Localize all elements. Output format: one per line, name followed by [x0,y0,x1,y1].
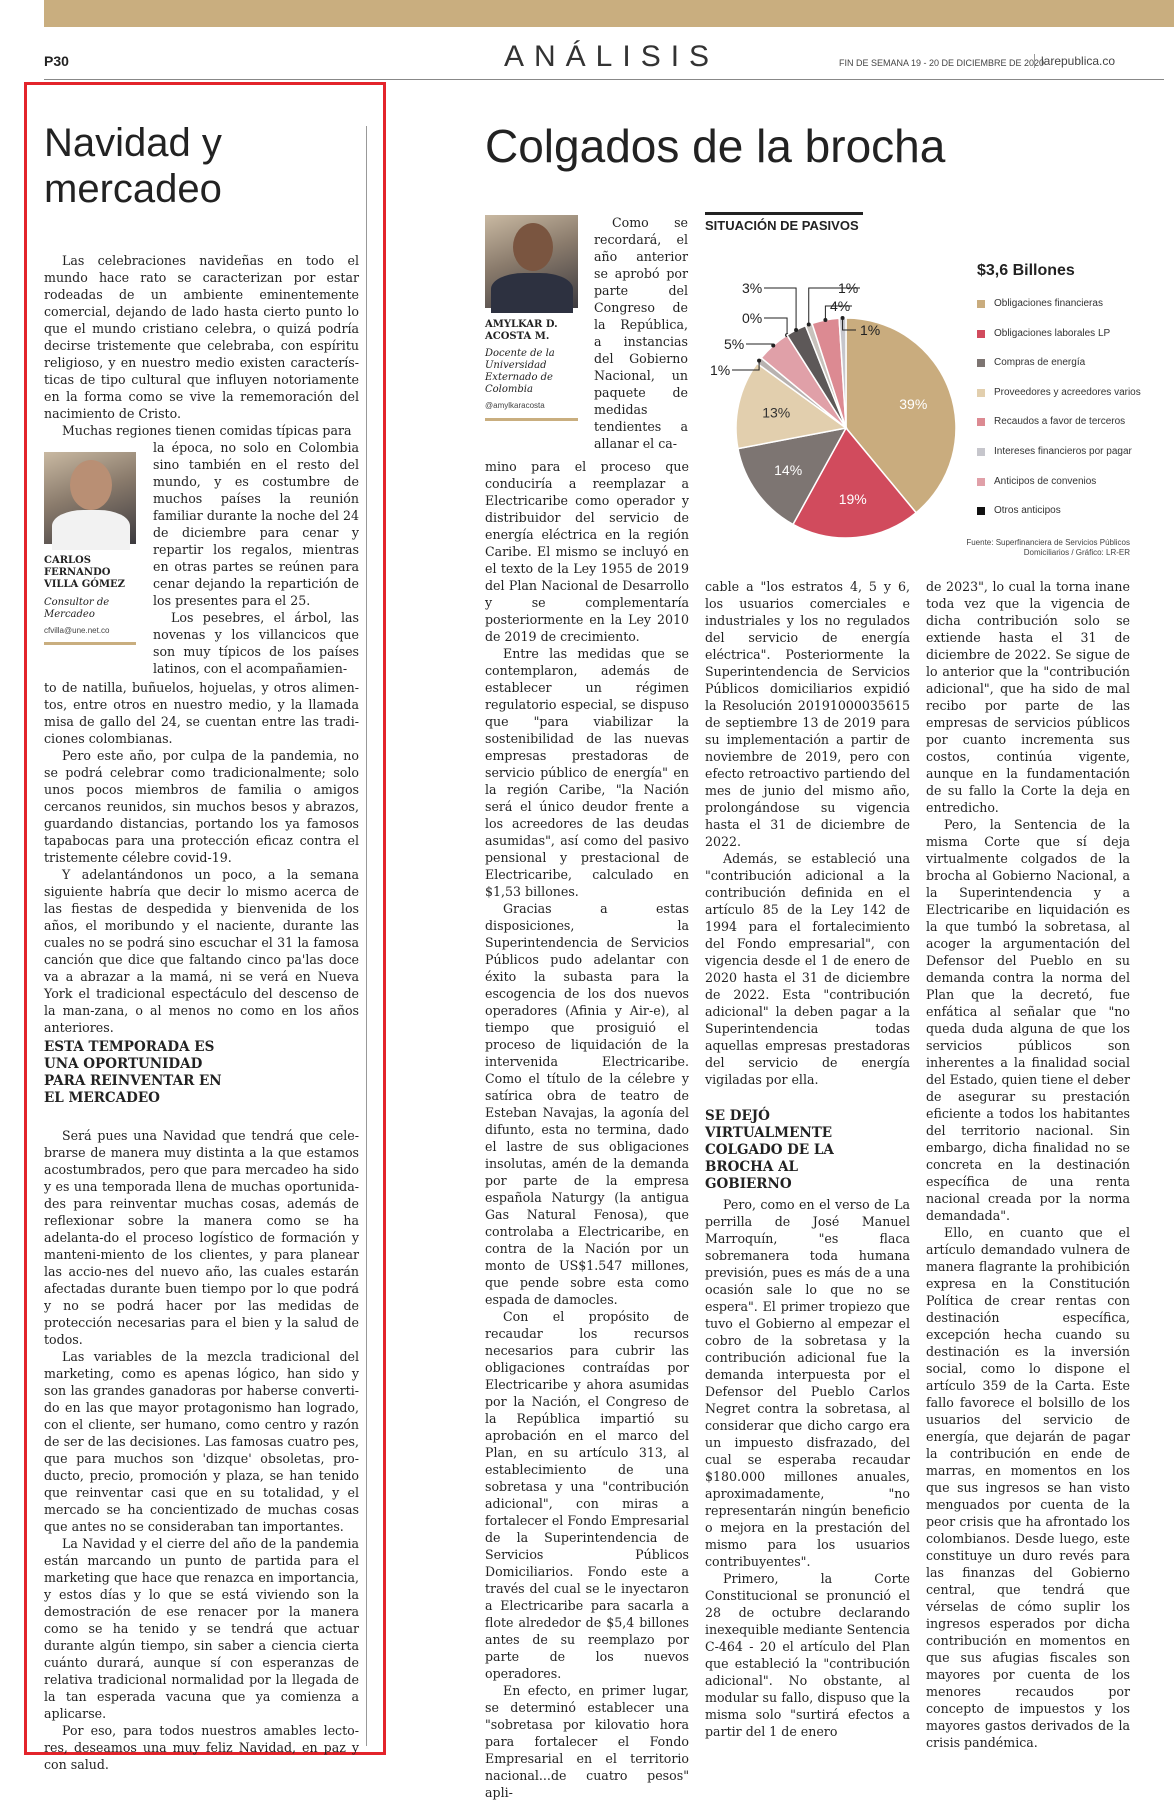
leader-line [764,288,796,330]
legend-item [977,357,1141,387]
legend-label: Otros anticipos [994,505,1061,517]
right-wrap-text [594,214,688,452]
chart-title-rule [705,212,863,215]
paragraph: Pero este año, por culpa de la pandemia, no se podrá celebrar como tradicionalmente; solo unos pocos miembros de familia o amigos cercanos reunidos, sin muchos besos y abrazos, guardando distancias, portando los ya famosos tapabocas para una protección eficaz contra el tristemente célebre covid-19. [44,748,359,865]
leader-line [764,318,787,335]
legend-label: Intereses financieros por pagar [994,445,1132,457]
paragraph: Gracias a estas disposiciones, la Superintendencia de Servicios Públicos pudo adelantar con éxito la subasta para la escogencia de los dos nuevos operadores (Afinia y Air-e), al tiempo que prosiguió el proceso de liquidación de la intervenida Electricaribe. Como el título de la célebre y satírica obra de teatro de Esteban Navajas, la agonía del difunto, esta no termina, dado el lastre de sus obligaciones insolutas, amén de la demanda por parte de la empresa española Naturgy (la antigua Gas Natural Fenosa), que controlaba a Electricaribe, en contra de la Nación por un monto de US$1.547 millones, que pende sobre esta como espada de damocles. [485,901,689,1307]
paragraph: Como se recordará, el año anterior se aprobó por parte del Congreso de la República, a instancias del Gobierno Nacional, un paquete de medidas tendientes a allanar el ca- [594,215,688,451]
slice-label: 0% [742,310,763,326]
legend-swatch [977,448,985,456]
leader-dot [794,328,798,332]
legend-item [977,476,1141,506]
paragraph: to de natilla, buñuelos, hojuelas, y otros alimen-tos, entre otros en nuestro medio, y la llamada misa de gallo del 24, se cuentan entre las tradi-ciones colombianas. [44,680,359,746]
author-role: Consultor de Mercadeo [44,597,110,620]
paragraph: Las variables de la mezcla tradicional del marketing, como es apenas lógico, han sido y son las grandes ganadoras por haberse converti-do en las que mayor protagonismo han logrado, con el cliente, ser humano, como centro y razón de ser de las decisiones. Las famosas cuatro pes, que para muchos son 'dizque' obsoletas, pro-ducto, precio, promoción y plaza, se han tenido que reinventar casi que en su totalidad, y el mercado se ha concientizado de muchas cosas que antes no se consideraban tan importantes. [44,1349,359,1534]
paragraph: Muchas regiones tienen comidas típicas para [62,423,352,438]
legend-label: Recaudos a favor de terceros [994,416,1126,428]
legend-label: Obligaciones financieras [994,298,1103,309]
leader-dot [841,316,845,320]
right-article-title: Colgados de la brocha [485,120,946,172]
right-col-2b [705,1196,910,1740]
leader-dot [757,359,761,363]
slice-label: 39% [899,395,928,412]
pie-chart [700,240,970,560]
right-col-3 [926,578,1130,1751]
page-header [44,35,1164,80]
author-handle[interactable]: @amylkaracosta [485,401,545,410]
author-email[interactable]: cfvilla@une.net.co [44,626,110,635]
left-body-2 [44,1127,359,1773]
leader-dot [807,322,811,326]
right-col-2 [705,578,910,1088]
legend-label: Compras de energía [994,357,1086,369]
leader-dot [823,318,827,322]
slice-label: 14% [774,462,803,479]
top-color-bar [44,0,1174,27]
paragraph: Entre las medidas que se contemplaron, además de establecer un régimen regulatorio especial, se dispuso que "para viabilizar la sostenibilidad de las nuevas empresas prestadoras de servicio público de energía" en la región Caribe, "la Nación será el único deudor frente a los acreedores de las deudas asumidas", así como del pasivo pensional y prestacional de Electricaribe, calculado en $1,53 billones. [485,646,689,899]
right-col-1 [485,458,689,1801]
legend-item [977,446,1141,476]
chart-total: $3,6 Billones [977,262,1075,279]
paragraph: cable a "los estratos 4, 5 y 6, los usuarios comerciales e industriales y los no regulados del servicio de energía eléctrica". Posteriormente la Superintendencia de Servicios Públicos domiciliarios expidió la Resolución 20191000035615 de septiembre 13 de 2019 para su implementación a partir de noviembre de 2019, pero con efecto retroactivo partiendo del mes de junio del mismo año, prolongándose su vigencia hasta el 31 de diciembre de 2022. [705,579,910,849]
legend-item [977,298,1141,328]
legend-item [977,387,1141,417]
legend-swatch [977,389,985,397]
site-link[interactable]: larepublica.co [1034,54,1115,68]
legend-swatch [977,478,985,486]
author-photo-villa [44,452,136,544]
paragraph: mino para el proceso que conduciría a reemplazar a Electricaribe como operador y distribuidor del servicio de energía eléctrica en la región Caribe. El mismo se incluyó en el texto de la Ley 1955 de 2019 del Plan Nacional de Desarrollo y se complementaría posteriormente en la Ley 2010 de 2019 de crecimiento. [485,459,689,644]
left-intro [44,252,359,439]
paragraph: Por eso, para todos nuestros amables lecto-res, deseamos una muy feliz Navidad, en paz y con salud. [44,1723,359,1772]
left-article-title: Navidad y mercadeo [44,121,222,211]
chart-legend [977,298,1141,535]
paragraph: Las celebraciones navideñas en todo el mundo hace rato se caracterizan por estar rodeadas de un ambiente eminentemente comercial, dejando de lado hasta cierto punto lo que el mundo cristiano celebra, o quizá podría decirse tristemente que celebraba, con espíritu religioso, y en nuestro medio existen caracterís-ticas de tipo cultural que influyen notoriamente en la forma como se vive la rememoración del nacimiento de Cristo. [44,253,359,421]
paragraph: Será pues una Navidad que tendrá que cele-brarse de manera muy distinta a la que estamos acostumbrados, pero que para mercadeo ha sido y es una temporada llena de muchas oportunida-des para reinventar muchas cosas, además de reflexionar sobre la manera como se ha adelanta-do el proceso logístico de formación y manteni-miento de los clientes, y para planear las accio-nes del nuevo año, las cuales estarán afectadas durante buen tiempo por lo que podrá y no se podrá hacer por las medidas de protección necesarias para el bien y la salud de todos. [44,1128,359,1347]
author-role: Docente de la Universidad Externado de Colombia [485,348,555,395]
leader-dot [771,343,775,347]
legend-swatch [977,359,985,367]
legend-item [977,416,1141,446]
issue-date: FIN DE SEMANA 19 - 20 DE DICIEMBRE DE 2020 [839,58,1045,68]
legend-item [977,505,1141,535]
legend-swatch [977,330,985,338]
legend-swatch [977,418,985,426]
paragraph: Ello, en cuanto que el artículo demandado vulnera de manera flagrante la prohibición expresa en la Constitución Política de crear rentas con destinación específica, excepción hecha cuando su destinación es la inversión social, como lo dispone el artículo 359 de la Carta. Este fallo favorece el bolsillo de los usuarios del servicio de energía, que dejarán de pagar la contribución en ende de marras, en momentos en los que sus ingresos se han visto menguados por cuenta de la peor crisis que ha afrontado los colombianos. Desde luego, este constituye un duro revés para las finanzas del Gobierno central, que tendrá que vérselas de cómo suplir los ingresos esperados por dicha contribución en momentos en que sus afugias fiscales son mayores por cuenta de los menores recaudos por concepto de impuestos y los mayores gastos derivados de la crisis pandémica. [926,1225,1130,1750]
slice-label: 1% [860,322,881,338]
paragraph: la época, no solo en Colombia sino también en el resto del mundo, y es costumbre de muchos países la reunión familiar durante la noche del 24 de diciembre para cenar y repartir los regalos, mientras en otras partes se reúnen para cenar dejando la repartición de los presentes para el 25. [153,440,359,608]
legend-label: Anticipos de convenios [994,475,1097,487]
column-divider [366,126,367,1746]
author-bar [44,642,136,645]
left-body [44,679,359,1036]
slice-label: 1% [838,280,859,296]
legend-swatch [977,300,985,308]
chart-title: SITUACIÓN DE PASIVOS [705,218,859,233]
paragraph: Con el propósito de recaudar los recursos necesarios para cubrir las obligaciones contraídas por Electricaribe y ahora asumidas por la Nación, el Congreso de la República impartió su aprobación en el marco del Plan, en su artículo 313, al establecimiento de una sobretasa y una "contribución adicional", con miras a fortalecer el Fondo Empresarial de la Superintendencia de Servicios Públicos Domiciliarios. Fondo este a través del cual se le inyectaron a Electricaribe para sacarla a flote alrededor de $5,4 billones antes de su reemplazo por parte de los nuevos operadores. [485,1309,689,1681]
paragraph: Pero, la Sentencia de la misma Corte que sí deja virtualmente colgados de la brocha al Gobierno Nacional, a la Superintendencia y a Electricaribe en liquidación es la que tumbó la sobretasa, al acoger la argumentación del Defensor del Pueblo en su demanda contra la norma del Plan que la decretó, fue enfática al señalar que "no queda duda alguna de que los servicios públicos son inherentes a la finalidad social del Estado, quien tiene el deber de asegurar su prestación eficiente a todos los habitantes del territorio nacional. Sin embargo, dicha finalidad no se concreta en la destinación específica de una renta nacional creada por la norma demandada". [926,817,1130,1223]
slice-label: 13% [762,404,791,421]
legend-label: Obligaciones laborales LP [994,327,1111,339]
chart-source: Fuente: Superfinanciera de Servicios Públicos Domiciliarios / Gráfico: LR-ER [966,538,1130,557]
left-wrap-text [153,439,359,677]
author-bar [485,418,578,421]
right-subheading: SE DEJÓ VIRTUALMENTE COLGADO DE LA BROCHA AL GOBIERNO [705,1108,834,1192]
paragraph: Y adelantándonos un poco, a la semana siguiente habría que decir lo mismo acerca de las fiestas de despedida y bienvenida de los años, el moribundo y el naciente, durante las cuales no se podrá sino escuchar el 31 la famosa canción que dice que faltando cinco pa'las doce va a abrazar a la mamá, ni se verá en Nueva York el tradicional espectáculo del descenso de la man-zana, o al menos no como en los años anteriores. [44,867,359,1035]
author-photo-acosta [485,215,578,308]
paragraph: Los pesebres, el árbol, las novenas y los villancicos que son muy típicos de los países latinos, con el acompañamien- [153,610,359,676]
paragraph: En efecto, en primer lugar, se determinó establecer una "sobretasa por kilovatio hora para fortalecer el Fondo Empresarial en el territorio nacional...de cuatro pesos" apli- [485,1683,689,1800]
slice-label: 4% [830,298,851,314]
slice-label: 3% [742,280,763,296]
paragraph: Pero, como en el verso de La perrilla de José Manuel Marroquín, "es flaca sobremanera toda humana previsión, pues es más de a una ocasión sale lo que no se espera". El primer tropiezo que tuvo el Gobierno al empezar el cobro de la sobretasa y la contribución adicional fue la demanda interpuesta por el Defensor del Pueblo Carlos Negret contra la sobretasa, al considerar que dicho cargo era un impuesto disfrazado, del cual se esperaba recaudar $180.000 millones anuales, aproximadamente, "no representarán ningún beneficio o mejora en la prestación del mismo para los usuarios contribuyentes". [705,1197,910,1569]
legend-item [977,328,1141,358]
author-name: CARLOS FERNANDO VILLA GÓMEZ [44,555,125,590]
slice-label: 1% [710,362,731,378]
left-subheading: ESTA TEMPORADA ES UNA OPORTUNIDAD PARA REINVENTAR EN EL MERCADEO [44,1039,222,1106]
paragraph: La Navidad y el cierre del año de la pandemia están marcando un punto de partida para el marketing que hace que renazca en importancia, y estos días y lo que se está viviendo son la demostración de ese renacer por la manera como se ha tenido y se tendrá que actuar durante algún tiempo, sin saber a ciencia cierta cuánto durará, aunque sí con esperanzas de relativa tradicional normalidad por la llegada de la tan esperada vacuna que ya comienza a aplicarse. [44,1536,359,1721]
leader-line [746,344,773,345]
paragraph: de 2023", lo cual la torna inane toda vez que la vigencia de dicha contribución solo se extiende hasta el 31 de diciembre de 2022. Se sigue de lo anterior que la "contribución adicional", que ha sido de mal recibo por parte de las empresas de servicios públicos por cuanto incrementa sus costos, continúa vigente, aunque en la fundamentación de su fallo la Corte la deja en entredicho. [926,579,1130,815]
slice-label: 5% [724,336,745,352]
legend-label: Proveedores y acreedores varios [994,386,1141,398]
legend-swatch [977,507,985,515]
paragraph: Además, se estableció una "contribución adicional a la contribución definida en el artículo 85 de la Ley 142 de 1994 para el fortalecimiento del Fondo empresarial", con vigencia desde el 1 de enero de 2020 hasta el 31 de diciembre de 2022. Esta "contribución adicional" la deben pagar a la Superintendencia todas aquellas empresas prestadoras del servicio de energía vigiladas por ella. [705,851,910,1087]
page-number: P30 [44,53,69,69]
section-title: ANÁLISIS [504,40,720,73]
author-name: AMYLKAR D. ACOSTA M. [485,319,558,342]
paragraph: Primero, la Corte Constitucional se pronunció el 28 de octubre declarando inexequible mediante Sentencia C-464 - 20 el artículo del Plan que estableció la "contribución adicional". No obstante, al modular su fallo, dispuso que la misma solo "surtirá efectos a partir del 1 de enero [705,1571,910,1739]
slice-label: 19% [838,491,867,508]
